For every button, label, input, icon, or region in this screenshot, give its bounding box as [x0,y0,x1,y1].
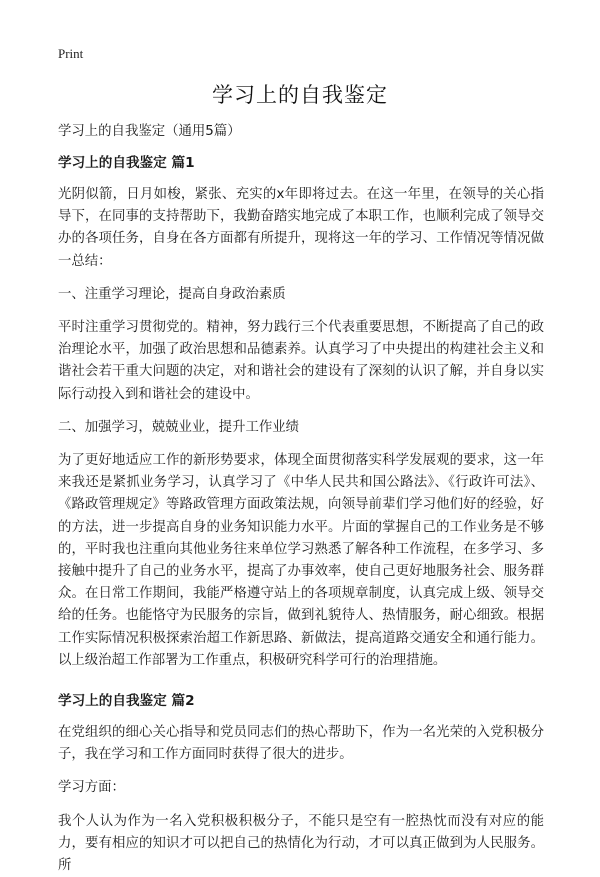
paragraph: 我个人认为作为一名入党积极积极分子，不能只是空有一腔热忱而没有对应的能力，要有相应的知识才可以把自己的热情化为行动，才可以真正做到为人民服务。所 [58,813,544,874]
paragraph: 在党组织的细心关心指导和党员同志们的热心帮助下，作为一名光荣的入党积极分子，我在学习和工作方面同时获得了很大的进步。 [58,725,544,763]
subheading: 一、注重学习理论，提高自身政治素质 [58,286,286,302]
section-heading-2: 学习上的自我鉴定 篇2 [58,693,195,710]
document-subtitle: 学习上的自我鉴定（通用5篇） [58,124,241,139]
subheading: 学习方面： [58,780,125,796]
section-heading-1: 学习上的自我鉴定 篇1 [58,155,195,171]
print-label: Print [58,46,84,61]
subheading: 二、加强学习，兢兢业业，提升工作业绩 [58,419,300,435]
paragraph: 为了更好地适应工作的新形势要求，体现全面贯彻落实科学发展观的要求，这一年来我还是紧抓业务学习，认真学习了《中华人民共和国公路法》、《行政许可法》、《路政管理规定》等路政管理方面政策法规，向领导前辈们学习他们好的经验，好的方法，进一步提高自身的业务知识能力水平。片面的掌握自己的工作业务是不够的，平时我也注重向其他业务往来单位学习熟悉了解各种工作流程，在多学习、多接触中提升了自己的业务水平，提高了办事效率，使自己更好地服务社会、服务群众。在日常工作期间，我能严格遵守站上的各项规章制度，认真完成上级、领导交给的任务。也能恪守为民服务的宗旨，做到礼貌待人、热情服务，耐心细致。根据工作实际情况积极探索治超工作新思路、新做法，提高道路交通安全和通行能力。以上级治超工作部署为工作重点，积极研究科学可行的治理措施。 [58,453,544,668]
paragraph: 平时注重学习贯彻党的。精神，努力践行三个代表重要思想，不断提高了自己的政治理论水平，加强了政治思想和品德素养。认真学习了中央提出的构建社会主义和谐社会若干重大问题的决定，对和谐社会的建设有了深刻的认识了解，并自身以实际行动投入到和谐社会的建设中。 [58,320,544,402]
paragraph: 光阴似箭，日月如梭，紧张、充实的x年即将过去。在这一年里，在领导的关心指导下，在同事的支持帮助下，我勤奋踏实地完成了本职工作，也顺利完成了领导交办的各项任务，自身在各方面都有所提升，现将这一年的学习、工作情况等情况做一总结： [58,187,544,269]
document-body [58,120,544,877]
document-title: 学习上的自我鉴定 [212,83,388,107]
